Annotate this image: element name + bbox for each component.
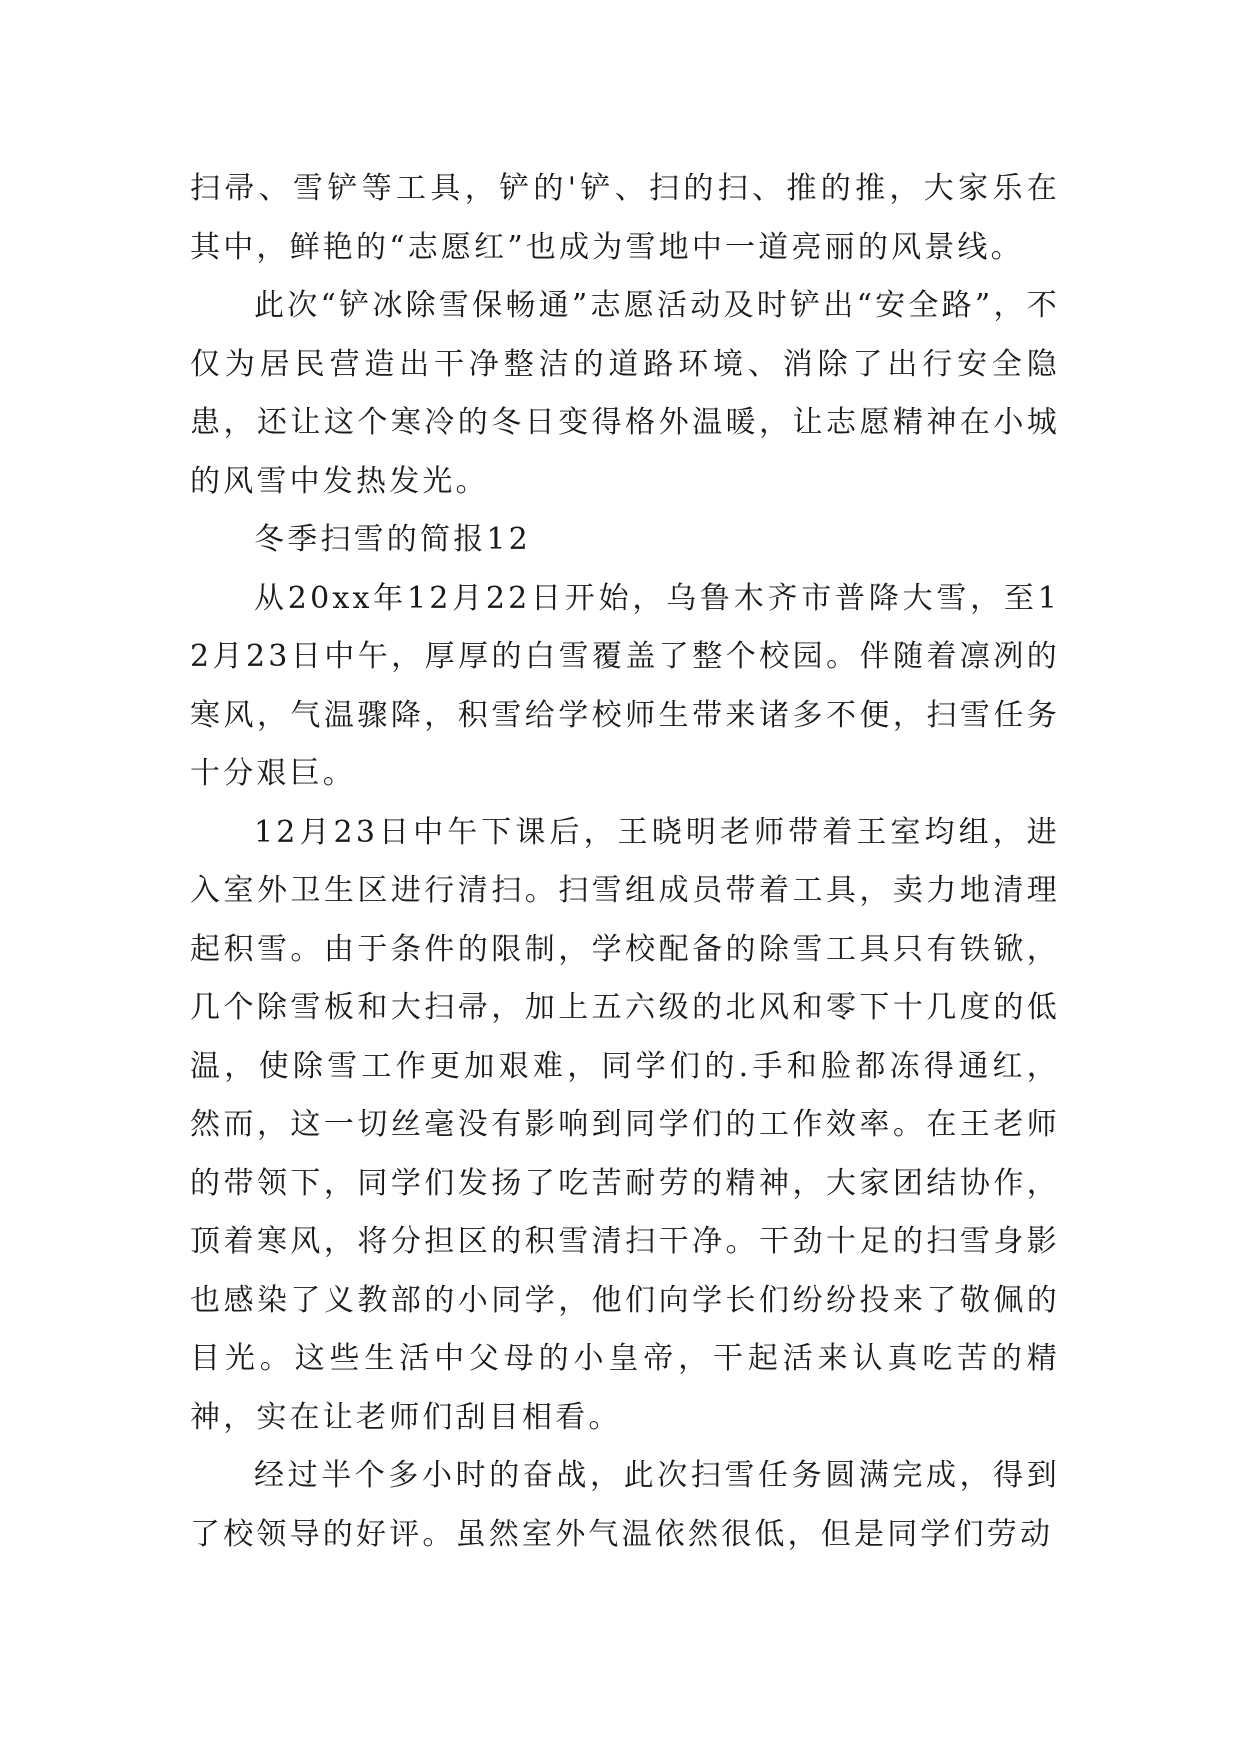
document-body bbox=[190, 160, 1060, 1564]
paragraph-completion: 经过半个多小时的奋战，此次扫雪任务圆满完成，得到了校领导的好评。虽然室外气温依然很低，但是同学们劳动 bbox=[190, 1458, 1060, 1552]
paragraph-volunteer-summary: 此次“铲冰除雪保畅通”志愿活动及时铲出“安全路”，不仅为居民营造出干净整洁的道路环境、消除了出行安全隐患，还让这个寒冷的冬日变得格外温暖，让志愿精神在小城的风雪中发热发光。 bbox=[190, 288, 1060, 499]
section-title: 冬季扫雪的简报12 bbox=[254, 522, 531, 557]
paragraph-sweeping-activity: 12月23日中午下课后，王晓明老师带着王室均组，进入室外卫生区进行清扫。扫雪组成员带着工具，卖力地清理起积雪。由于条件的限制，学校配备的除雪工具只有铁锨，几个除雪板和大扫帚，加上五六级的北风和零下十几度的低温，使除雪工作更加艰难，同学们的.手和脸都冻得通红，然而，这一切丝毫没有影响到同学们的工作效率。在王老师的带领下，同学们发扬了吃苦耐劳的精神，大家团结协作，顶着寒风，将分担区的积雪清扫干净。干劲十足的扫雪身影也感染了义教部的小同学，他们向学长们纷纷投来了敬佩的目光。这些生活中父母的小皇帝，干起活来认真吃苦的精神，实在让老师们刮目相看。 bbox=[190, 814, 1060, 1435]
paragraph-continuation: 扫帚、雪铲等工具，铲的'铲、扫的扫、推的推，大家乐在其中，鲜艳的“志愿红”也成为雪地中一道亮丽的风景线。 bbox=[190, 171, 1060, 265]
paragraph-snowfall-intro: 从20xx年12月22日开始，乌鲁木齐市普降大雪，至12月23日中午，厚厚的白雪覆盖了整个校园。伴随着凛冽的寒风，气温骤降，积雪给学校师生带来诸多不便，扫雪任务十分艰巨。 bbox=[190, 580, 1060, 791]
